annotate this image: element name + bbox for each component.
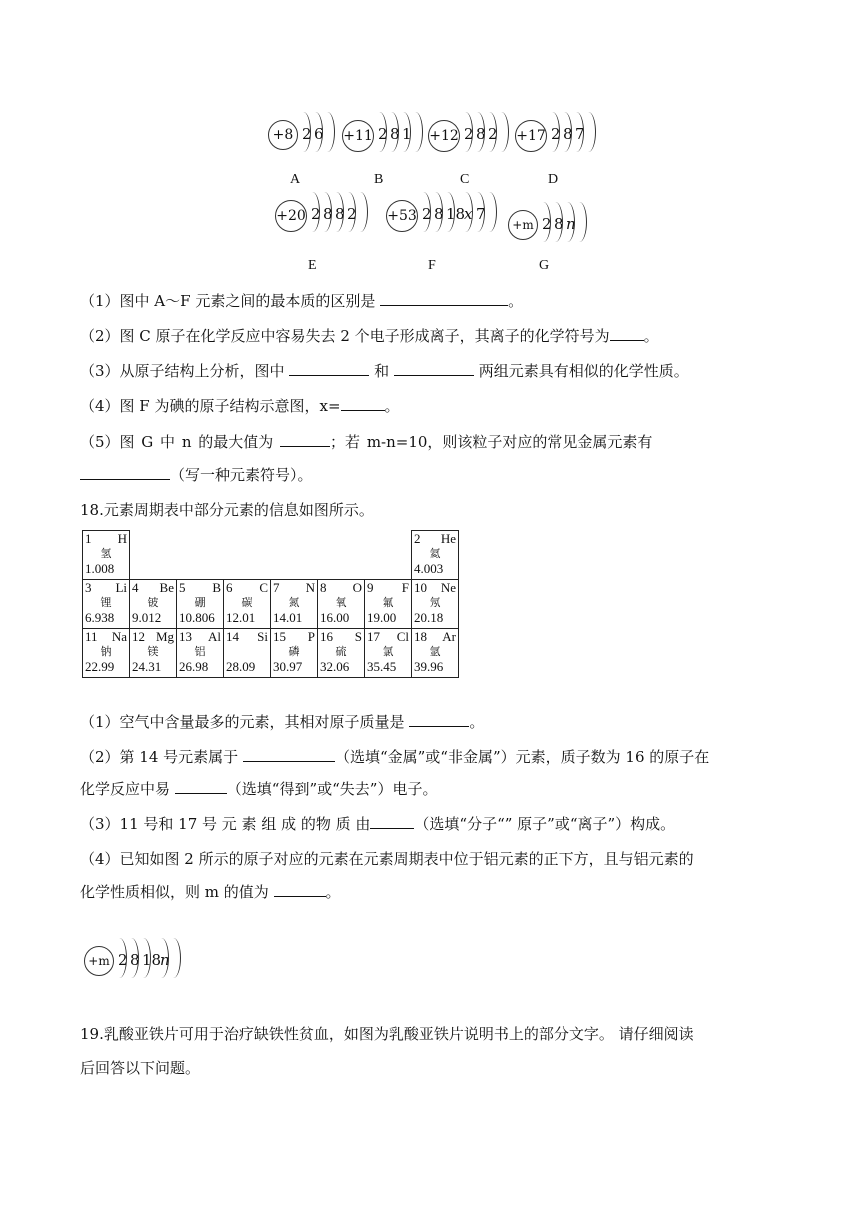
atom-D-shell-electrons: 8 [563, 125, 573, 143]
diagram-label-E: E [308, 258, 317, 273]
atom-D-shell-electrons: 7 [575, 125, 585, 143]
atom-B-shell-electrons: 1 [402, 125, 412, 143]
q17-5: （5）图 G 中 n 的最大值为 ；若 m-n=10，则该粒子对应的常见金属元素有 [80, 433, 653, 451]
q19-2: 后回答以下问题。 [80, 1059, 201, 1077]
atom-F-shell-electrons: 18 [446, 205, 466, 223]
atom-B-nucleus: +11 [342, 120, 374, 152]
diagram-label-G: G [539, 258, 550, 273]
q18-4: （4）已知如图 2 所示的原子对应的元素在元素周期表中位于铝元素的正下方，且与铝元素的 [80, 850, 694, 868]
fig2-shell-arc [136, 938, 151, 978]
element-cell-Al: 13 Al 铝 26.98 [177, 629, 224, 678]
q18-2: （2）第 14 号元素属于 （选填“金属”或“非金属”）元素，质子数为 16 的原子在 [80, 748, 710, 766]
diagram-label-C: C [460, 172, 470, 187]
q17-3: （3）从原子结构上分析，图中 和 两组元素具有相似的化学性质。 [80, 362, 689, 380]
element-cell-Na: 11 Na 钠 22.99 [83, 629, 130, 678]
atom-D-shell-electrons: 2 [551, 125, 561, 143]
atom-B-shell-electrons: 8 [390, 125, 400, 143]
atom-G-shell-electrons: 8 [554, 215, 564, 233]
element-cell-Li: 3 Li 锂 6.938 [83, 580, 130, 629]
fig2-shell-electrons: 18 [142, 951, 162, 969]
element-cell-Cl: 17 Cl 氯 35.45 [365, 629, 412, 678]
atom-G-shell-electrons: 2 [542, 215, 552, 233]
atom-C-shell-electrons: 8 [476, 125, 486, 143]
q18-3: （3）11 号和 17 号 元 素 组 成 的物 质 由 （选填“分子“” 原子”或“离子”）构成。 [80, 815, 676, 833]
atom-C-shell-electrons: 2 [488, 125, 498, 143]
diagram-label-B: B [374, 172, 384, 187]
atom-E-shell-arc [353, 192, 368, 232]
q17-4: （4）图 F 为碘的原子结构示意图，x= 。 [80, 397, 400, 415]
element-cell-Mg: 12 Mg 镁 24.31 [130, 629, 177, 678]
atom-G-nucleus: +m [508, 210, 538, 240]
atom-D-shell-arc [581, 112, 596, 152]
atom-C-shell-electrons: 2 [464, 125, 474, 143]
diagram-label-A: A [290, 172, 301, 187]
atom-A-shell-electrons: 2 [302, 125, 312, 143]
atom-B-shell-arc [408, 112, 423, 152]
atom-E-shell-electrons: 2 [311, 205, 321, 223]
q18-1: （1）空气中含量最多的元素，其相对原子质量是 。 [80, 713, 485, 731]
element-cell-He: 2 He 氦 4.003 [412, 531, 459, 580]
element-cell-Be: 4 Be 铍 9.012 [130, 580, 177, 629]
element-cell-B: 5 B 硼 10.806 [177, 580, 224, 629]
element-cell-Ar: 18 Ar 氩 39.96 [412, 629, 459, 678]
atom-D-nucleus: +17 [515, 120, 547, 152]
fig2-shell-electrons: 2 [118, 951, 128, 969]
atom-F-shell-electrons: 8 [434, 205, 444, 223]
element-cell-Ne: 10 Ne 氖 20.18 [412, 580, 459, 629]
atom-G-shell-electrons: n [566, 215, 576, 233]
atom-C-shell-arc [494, 112, 509, 152]
atom-F-shell-arc [440, 192, 455, 232]
periodic-table [82, 530, 459, 678]
atom-F-nucleus: +53 [386, 200, 418, 232]
element-cell-P: 15 P 磷 30.97 [271, 629, 318, 678]
atom-E-shell-electrons: 8 [335, 205, 345, 223]
fig2-shell-electrons: n [160, 951, 170, 969]
atom-A-shell-arc [320, 112, 335, 152]
q18-title: 18.元素周期表中部分元素的信息如图所示。 [80, 501, 374, 519]
atom-C-nucleus: +12 [428, 120, 460, 152]
atom-B-shell-electrons: 2 [378, 125, 388, 143]
q18-2b: 化学反应中易 （选填“得到”或“失去”）电子。 [80, 780, 438, 798]
element-cell-F: 9 F 氟 19.00 [365, 580, 412, 629]
atom-E-shell-electrons: 8 [323, 205, 333, 223]
element-cell-Si: 14 Si 28.09 [224, 629, 271, 678]
fig2-nucleus: +m [84, 946, 114, 976]
atom-A-shell-electrons: 6 [314, 125, 324, 143]
q17-5b: （写一种元素符号）。 [80, 464, 313, 486]
q19-1: 19.乳酸亚铁片可用于治疗缺铁性贫血，如图为乳酸亚铁片说明书上的部分文字。 请仔细阅读 [80, 1025, 694, 1043]
atom-G-shell-arc [572, 202, 587, 242]
atom-F-shell-electrons: 7 [476, 205, 486, 223]
fig2-shell-arc [166, 938, 181, 978]
element-cell-O: 8 O 氧 16.00 [318, 580, 365, 629]
atom-E-shell-electrons: 2 [347, 205, 357, 223]
diagram-label-F: F [428, 258, 436, 273]
element-cell-N: 7 N 氮 14.01 [271, 580, 318, 629]
fig2-shell-electrons: 8 [130, 951, 140, 969]
element-cell-S: 16 S 硫 32.06 [318, 629, 365, 678]
q17-2: （2）图 C 原子在化学反应中容易失去 2 个电子形成离子，其离子的化学符号为 。 [80, 327, 659, 345]
atom-F-shell-arc [482, 192, 497, 232]
element-cell-H: 1 H 氢 1.008 [83, 531, 130, 580]
atom-A-nucleus: +8 [268, 120, 298, 150]
atom-E-nucleus: +20 [275, 200, 307, 232]
diagram-label-D: D [548, 172, 559, 187]
atom-F-shell-electrons: 2 [422, 205, 432, 223]
q17-1: （1）图中 A～F 元素之间的最本质的区别是 。 [80, 292, 524, 310]
atom-F-shell-electrons: x [464, 205, 473, 223]
q18-4b: 化学性质相似，则 m 的值为 。 [80, 883, 341, 901]
element-cell-C: 6 C 碳 12.01 [224, 580, 271, 629]
